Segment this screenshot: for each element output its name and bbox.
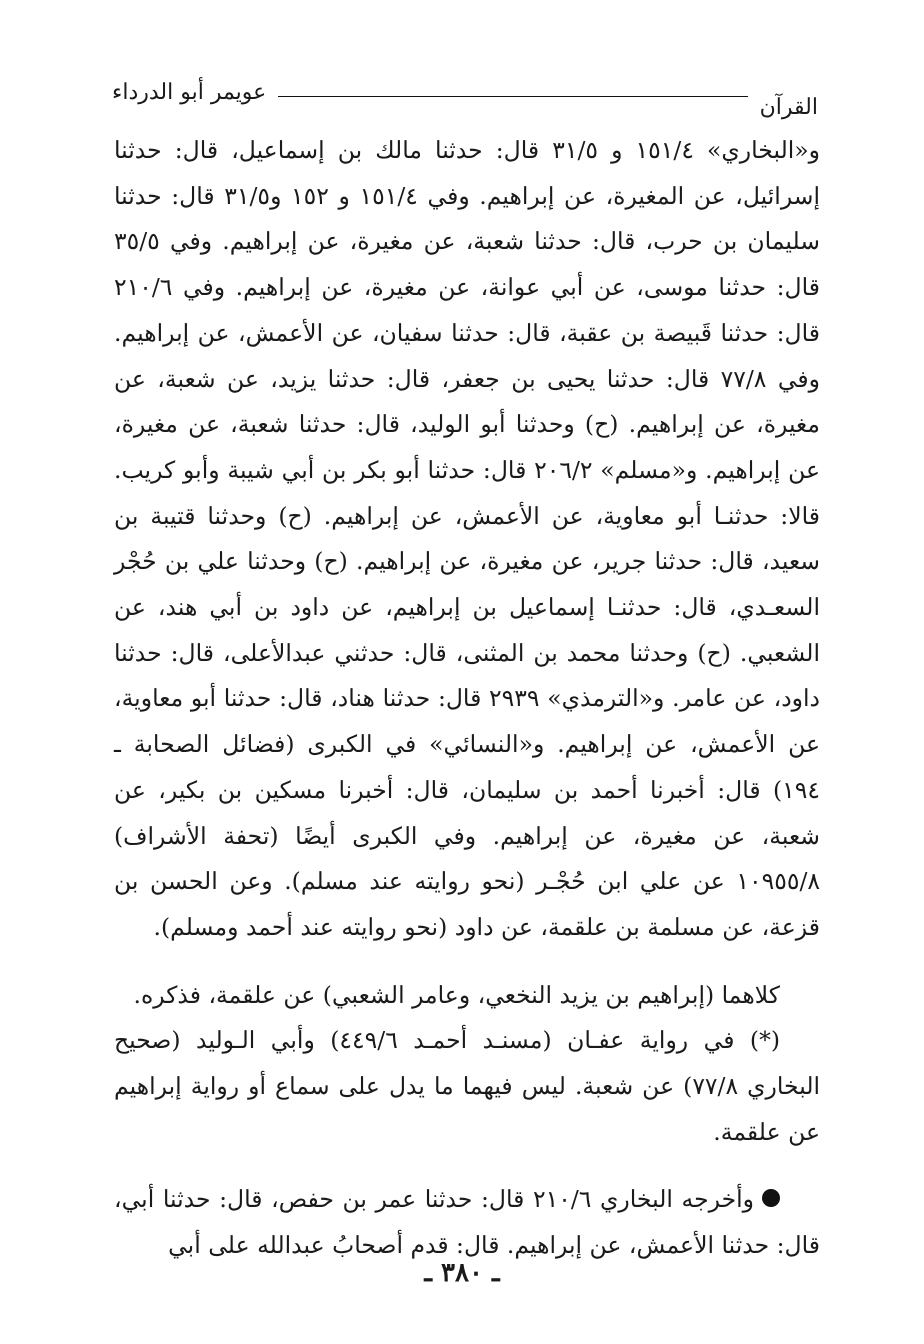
new-hadith-text: وأخرجه البخاري ٢١٠/٦ قال: حدثنا عمر بن حفص، قال: حدثنا أبي، قال: حدثنا الأعمش، عن إبراهيم. قال: قدم أصحابُ عبدالله على أبي xyxy=(114,1185,820,1260)
note-paragraph: (*) في رواية عفـان (مسنـد أحمـد ٤٤٩/٦) وأبي الـوليد (صحيح البخاري ٧٧/٨) عن شعبة. ليس فيهما ما يدل على سماع أو رواية إبراهيم عن علقمة. xyxy=(114,1026,821,1146)
takhrij-paragraph: و«البخاري» ١٥١/٤ و ٣١/٥ قال: حدثنا مالك بن إسماعيل، قال: حدثنا إسرائيل، عن المغيرة، عن إبراهيم. وفي ١٥١/٤ و ١٥٢ و٣١/٥ قال: حدثنا سليمان بن حرب، قال: حدثنا شعبة، عن مغيرة، عن إبراهيم. وفي ٣٥/٥ قال: حدثنا موسى، عن أبي عوانة، عن مغيرة، عن إبراهيم. وفي ٢١٠/٦ قال: حدثنا قَبيصة بن عقبة، قال: حدثنا سفيان، عن الأعمش، عن إبراهيم. وفي ٧٧/٨ قال: حدثنا يحيى بن جعفر، قال: حدثنا يزيد، عن شعبة، عن مغيرة، عن إبراهيم. (ح) وحدثنا أبو الوليد، قال: حدثنا شعبة، عن مغيرة، عن إبراهيم. و«مسلم» ٢٠٦/٢ قال: حدثنا أبو بكر بن أبي شيبة وأبو كريب. قالا: حدثنـا أبو معاوية، عن الأعمش، عن إبراهيم. (ح) وحدثنا قتيبة بن سعيد، قال: حدثنا جرير، عن مغيرة، عن إبراهيم. (ح) وحدثنا علي بن حُجْر السعـدي، قال: حدثنـا إسماعيل بن إبراهيم، عن داود بن أبي هند، عن الشعبي. (ح) وحدثنا محمد بن المثنى، قال: حدثني عبدالأعلى، قال: حدثنا داود، عن عامر. و«الترمذي» ٢٩٣٩ قال: حدثنا هناد، قال: حدثنا أبو معاوية، عن الأعمش، عن إبراهيم. و«النسائي» في الكبرى (فضائل الصحابة ـ ١٩٤) قال: أخبرنا أحمد بن سليمان، قال: أخبرنا مسكين بن بكير، عن شعبة، عن مغيرة، عن إبراهيم. وفي الكبرى أيضًا (تحفة الأشراف) ١٠٩٥٥/٨ عن علي ابن حُجْـر (نحو روايته عند مسلم). وعن الحسن بن قزعة، عن مسلمة بن علقمة، عن داود (نحو روايته عند أحمد ومسلم). xyxy=(114,136,821,941)
header-chapter-title: عويمر أبو الدرداء xyxy=(112,80,267,105)
summary-paragraph: كلاهما (إبراهيم بن يزيد النخعي، وعامر الشعبي) عن علقمة، فذكره. xyxy=(133,980,780,1009)
page-number: ـ ٣٨٠ ـ xyxy=(424,1258,500,1288)
header-rule xyxy=(278,96,747,97)
new-hadith-paragraph xyxy=(114,1177,820,1268)
running-header xyxy=(112,80,818,120)
page-body xyxy=(114,128,820,1269)
header-section-title: القرآن xyxy=(759,95,818,120)
bullet-icon xyxy=(762,1189,780,1207)
